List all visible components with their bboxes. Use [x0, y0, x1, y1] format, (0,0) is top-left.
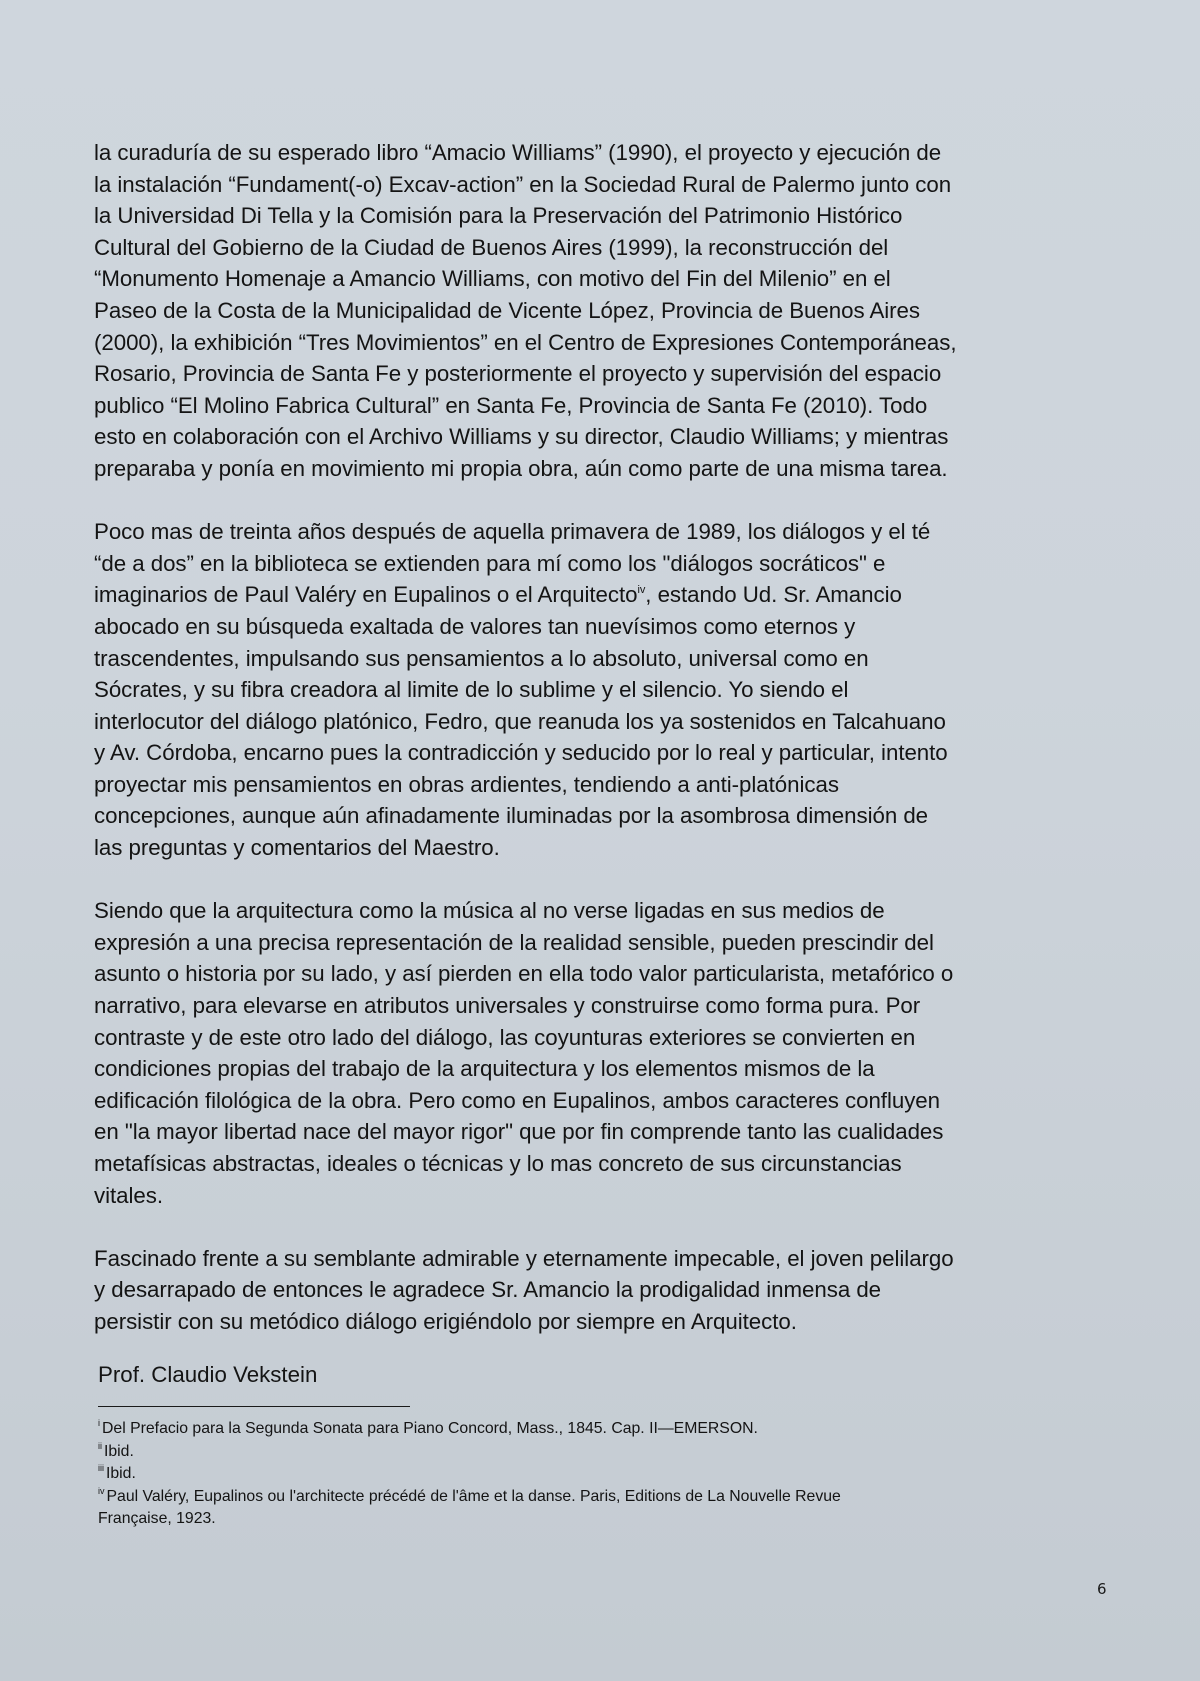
text-line: trascendentes, impulsando sus pensamientos a lo absoluto, universal como en — [94, 645, 869, 671]
footnote-iii — [98, 1463, 1098, 1486]
text-line: Cultural del Gobierno de la Ciudad de Buenos Aires (1999), la reconstrucción del — [94, 234, 889, 260]
text-line: preparaba y ponía en movimiento mi propia obra, aún como parte de una misma tarea. — [94, 455, 948, 481]
footnote-text: Del Prefacio para la Segunda Sonata para Piano Concord, Mass., 1845. Cap. II—EMERSON. — [102, 1420, 758, 1437]
paragraph-4 — [94, 1243, 1124, 1338]
paragraph-gap — [94, 864, 1124, 896]
paragraph-gap — [94, 485, 1124, 517]
footnote-text: Paul Valéry, Eupalinos ou l'architecte précédé de l'âme et la danse. Paris, Editions de La Nouvelle Revue — [106, 1487, 841, 1505]
footnote-mark: iii — [98, 1463, 104, 1473]
text-line: Rosario, Provincia de Santa Fe y posteriormente el proyecto y supervisión del espacio — [94, 361, 942, 387]
text-line: concepciones, aunque aún afinadamente iluminadas por la asombrosa dimensión de — [94, 803, 929, 829]
text-line: y Av. Córdoba, encarno pues la contradicción y seducido por lo real y particular, intento — [94, 740, 948, 766]
text-line: “de a dos” en la biblioteca se extienden para mí como los "diálogos socráticos" e — [94, 550, 886, 576]
text-line: Poco mas de treinta años después de aquella primavera de 1989, los diálogos y el té — [94, 519, 931, 545]
text-line: Paseo de la Costa de la Municipalidad de Vicente López, Provincia de Buenos Aires — [94, 297, 921, 323]
footnotes — [98, 1418, 1098, 1531]
text-line: esto en colaboración con el Archivo Williams y su director, Claudio Williams; y mientras — [94, 424, 949, 450]
text-line: metafísicas abstractas, ideales o técnicas y lo mas concreto de sus circunstancias — [94, 1151, 902, 1176]
footnote-text: Ibid. — [106, 1465, 136, 1482]
text-line: la curaduría de su esperado libro “Amacio Williams” (1990), el proyecto y ejecución de — [94, 140, 942, 165]
text-line: abocado en su búsqueda exaltada de valores tan nuevísimos como eternos y — [94, 613, 856, 639]
text-line: edificación filológica de la obra. Pero como en Eupalinos, ambos caracteres confluyen — [94, 1087, 940, 1113]
footnote-mark: iv — [98, 1485, 105, 1496]
text-line: expresión a una precisa representación de la realidad sensible, pueden prescindir del — [94, 929, 934, 955]
text-line: proyectar mis pensamientos en obras ardientes, tendiendo a anti-platónicas — [94, 771, 839, 797]
footnote-iv-continued: Française, 1923. — [98, 1510, 216, 1527]
footnote-mark: i — [98, 1418, 100, 1428]
text-line: en "la mayor libertad nace del mayor rigor" que por fin comprende tanto las cualidades — [94, 1119, 944, 1145]
text-line: Siendo que la arquitectura como la música al no verse ligadas en sus medios de — [94, 898, 885, 924]
text-line: “Monumento Homenaje a Amancio Williams, con motivo del Fin del Milenio” en el — [94, 266, 891, 292]
signature: Prof. Claudio Vekstein — [98, 1362, 318, 1387]
text-line: asunto o historia por su lado, y así pierden en ella todo valor particularista, metafórico o — [94, 961, 954, 987]
text-line: interlocutor del diálogo platónico, Fedro, que reanuda los ya sostenidos en Talcahuano — [94, 708, 946, 734]
text-line: las preguntas y comentarios del Maestro. — [94, 835, 500, 861]
text-line: la instalación “Fundament(-o) Excav-action” en la Sociedad Rural de Palermo junto con — [94, 171, 952, 197]
paragraph-gap — [94, 1211, 1124, 1243]
footnote-mark: ii — [98, 1440, 102, 1451]
text-line: Fascinado frente a su semblante admirable y eternamente impecable, el joven pelilargo — [94, 1245, 954, 1271]
text-line — [94, 579, 1124, 611]
text-line: y desarrapado de entonces le agradece Sr. Amancio la prodigalidad inmensa de — [94, 1277, 882, 1303]
footnote-i — [98, 1418, 1098, 1441]
body-text — [94, 137, 1124, 1338]
footnote-text: Ibid. — [104, 1442, 134, 1460]
text-line: publico “El Molino Fabrica Cultural” en Santa Fe, Provincia de Santa Fe (2010). Todo — [94, 392, 928, 418]
text-line: vitales. — [94, 1182, 163, 1208]
text-segment: imaginarios de Paul Valéry en Eupalinos o el Arquitecto — [94, 582, 638, 608]
text-line: Sócrates, y su fibra creadora al limite de lo sublime y el silencio. Yo siendo el — [94, 677, 849, 703]
footnote-ii — [98, 1441, 1098, 1464]
footnote-divider — [98, 1406, 410, 1407]
text-line: condiciones propias del trabajo de la arquitectura y los elementos mismos de la — [94, 1056, 875, 1082]
page-number: 6 — [1097, 1580, 1107, 1598]
footnote-iv — [98, 1486, 1098, 1509]
text-line: la Universidad Di Tella y la Comisión para la Preservación del Patrimonio Histórico — [94, 203, 903, 229]
text-line: persistir con su metódico diálogo erigiéndolo por siempre en Arquitecto. — [94, 1308, 797, 1334]
text-segment: , estando Ud. Sr. Amancio — [645, 582, 902, 608]
text-line: narrativo, para elevarse en atributos universales y construirse como forma pura. Por — [94, 993, 921, 1019]
text-line: (2000), la exhibición “Tres Movimientos” en el Centro de Expresiones Contemporáneas, — [94, 329, 957, 355]
paragraph-3 — [94, 895, 1124, 1211]
footnote-reference-iv[interactable]: iv — [637, 584, 646, 597]
text-line: contraste y de este otro lado del diálogo, las coyunturas exteriores se convierten en — [94, 1024, 916, 1050]
paragraph-2 — [94, 516, 1124, 864]
paragraph-1 — [94, 137, 1124, 485]
